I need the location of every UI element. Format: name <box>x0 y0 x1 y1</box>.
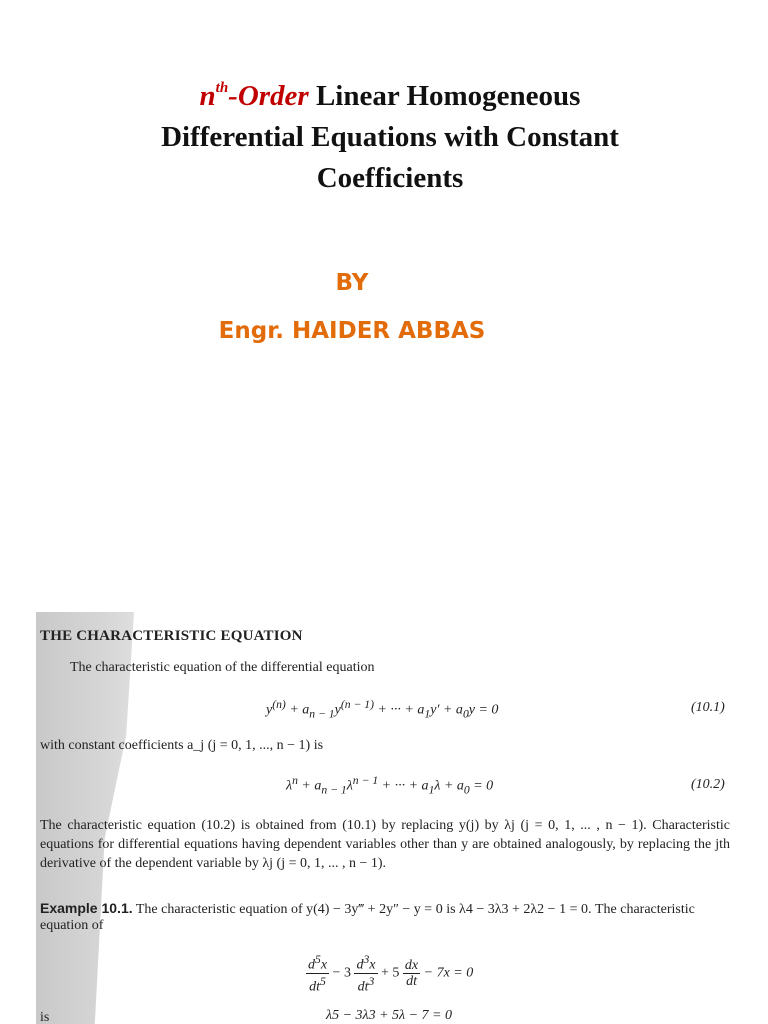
author-by: BY <box>335 270 369 296</box>
author-name: Engr. HAIDER ABBAS <box>218 318 486 344</box>
example-label: Example 10.1. <box>40 900 133 916</box>
title-line-1-rest: Linear Homogeneous <box>315 80 581 112</box>
title-prefix-rest: -Order <box>228 80 309 112</box>
title-nth-order <box>200 80 309 112</box>
equation-result: λ5 − 3λ3 + 5λ − 7 = 0 <box>326 1008 452 1023</box>
title-line-3: Coefficients <box>316 162 464 194</box>
example-text-2: equation of <box>40 918 104 933</box>
example-text: The characteristic equation of y(4) − 3y‴ + 2y″ − y = 0 is λ4 − 3λ3 + 2λ2 − 1 = 0. The characteristic <box>135 902 695 917</box>
excerpt-intro: The characteristic equation of the differential equation <box>70 660 375 675</box>
title-line-2: Differential Equations with Constant <box>161 121 619 153</box>
fraction-d3x: $\frac{d^3x}{dt^3}$ <box>356 953 376 995</box>
is-label: is <box>40 1010 50 1024</box>
example-line <box>40 900 695 918</box>
equation-10-1: $y^{(n)} + a_{n - 1}y^{(n - 1)}$ + ··· + $a_1y' + a_0y = 0$ <box>266 698 499 721</box>
equation-10-1-label: (10.1) <box>691 700 725 715</box>
title-prefix: n <box>199 80 216 112</box>
excerpt-paragraph: The characteristic equation (10.2) is obtained from (10.1) by replacing y(j) by λj (j = 0, 1, ... , n − 1). Characteristic equations for differential equations having dependent variables other than y are obtained analogously, by replacing the jth derivative of the dependent variable by λj (j = 0, 1, ... , n − 1). <box>40 818 730 871</box>
title-line-1 <box>40 68 740 117</box>
equation-10-2-label: (10.2) <box>691 777 725 792</box>
fraction-d5x: $\frac{d^5x}{dt^5}$ <box>308 953 328 995</box>
equation-10-2: $\lambda^n + a_{n - 1}\lambda^{n - 1}$ + ··· + $a_1\lambda + a_0 = 0$ <box>286 774 494 797</box>
equation-example: $\frac{d^5x}{dt^5}$ − 3 $\frac{d^3x}{dt^3}$ + 5 $\frac{dx}{dt}$ − 7x = 0 <box>308 953 474 995</box>
textbook-excerpt <box>36 612 768 1024</box>
fraction-dx: $\frac{dx}{dt}$ <box>404 957 419 989</box>
excerpt-heading: THE CHARACTERISTIC EQUATION <box>40 628 303 644</box>
title-prefix-sup: th <box>215 80 229 96</box>
excerpt-with-text: with constant coefficients a_j (j = 0, 1, ..., n − 1) is <box>40 738 324 753</box>
slide-title <box>40 68 740 199</box>
